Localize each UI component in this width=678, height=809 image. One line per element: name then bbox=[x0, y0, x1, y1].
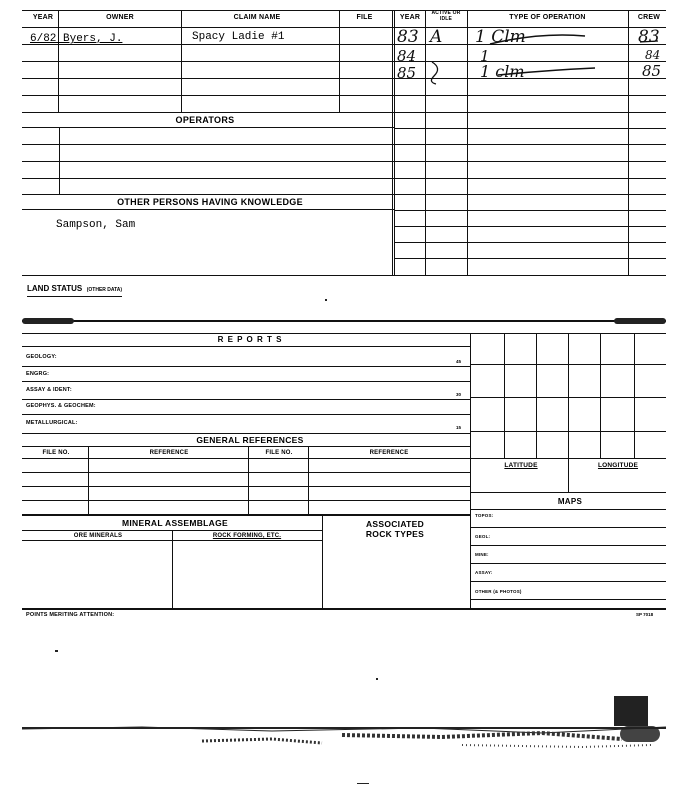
ore-minerals-label: ORE MINERALS bbox=[73, 533, 123, 539]
land-status-label: LAND STATUS bbox=[27, 284, 83, 293]
activity-operation-85: 1 clm bbox=[480, 62, 525, 81]
claim-year-owner: 6/82 Byers, J. bbox=[30, 33, 123, 45]
maps-mine: MINE: bbox=[475, 552, 489, 557]
header-owner: OWNER bbox=[106, 14, 134, 21]
associated-rock-types-line2: ROCK TYPES bbox=[365, 529, 425, 539]
report-geophys-label: GEOPHYS. & GEOCHEM: bbox=[26, 403, 96, 409]
report-metallurgical-label: METALLURGICAL: bbox=[26, 420, 78, 426]
header-year: YEAR bbox=[32, 14, 54, 21]
operators-label: OPERATORS bbox=[175, 115, 235, 125]
separator-band bbox=[22, 320, 666, 324]
activity-operation-83: 1 Clm bbox=[475, 27, 526, 47]
activity-year-84: 84 bbox=[397, 47, 417, 65]
report-geology-num: 45 bbox=[456, 359, 462, 364]
report-assay-num: 30 bbox=[456, 392, 462, 397]
longitude-label: LONGITUDE bbox=[597, 462, 639, 469]
header-file: FILE bbox=[356, 14, 373, 21]
activity-year-83: 83 bbox=[397, 27, 419, 47]
header-type-of-operation: TYPE OF OPERATION bbox=[509, 14, 586, 21]
latitude-label: LATITUDE bbox=[504, 462, 538, 469]
other-person-name: Sampson, Sam bbox=[56, 219, 136, 231]
rock-forming-label: ROCK FORMING, ETC. bbox=[212, 533, 282, 539]
claim-name: Spacy Ladie #1 bbox=[192, 31, 285, 43]
scan-black-square bbox=[614, 696, 648, 726]
reports-title: R E P O R T S bbox=[217, 335, 283, 344]
header-crew: CREW bbox=[637, 14, 661, 21]
header-activity-year: YEAR bbox=[399, 14, 421, 21]
maps-assay: ASSAY: bbox=[475, 570, 493, 575]
activity-crew-85: 85 bbox=[642, 62, 662, 80]
header-claim-name: CLAIM NAME bbox=[233, 14, 281, 21]
report-engrg-label: ENGRG: bbox=[26, 371, 50, 377]
points-meriting-attention: POINTS MERITING ATTENTION: bbox=[26, 612, 115, 618]
maps-other: OTHER (& PHOTOS) bbox=[475, 589, 522, 594]
report-metallurgical-num: 15 bbox=[456, 425, 462, 430]
genref-file-no-2: FILE NO. bbox=[265, 450, 293, 456]
genref-file-no-1: FILE NO. bbox=[42, 450, 70, 456]
report-geology-label: GEOLOGY: bbox=[26, 354, 57, 360]
activity-year-85: 85 bbox=[397, 64, 417, 82]
land-status bbox=[27, 278, 122, 297]
genref-reference-2: REFERENCE bbox=[369, 450, 409, 456]
activity-operation-84: 1 bbox=[480, 47, 490, 65]
activity-crew-83: 83 bbox=[638, 27, 660, 47]
general-references-title: GENERAL REFERENCES bbox=[196, 435, 304, 445]
form-number: SP 7018 bbox=[636, 612, 654, 617]
handwriting-strokes bbox=[390, 26, 670, 86]
report-assay-label: ASSAY & IDENT: bbox=[26, 387, 72, 393]
scan-noise-band-overlay bbox=[22, 715, 666, 765]
maps-title: MAPS bbox=[557, 497, 583, 506]
other-persons-label: OTHER PERSONS HAVING KNOWLEDGE bbox=[117, 197, 303, 207]
header-active-idle: ACTIVE OR IDLE bbox=[431, 10, 461, 22]
land-status-sub: (OTHER DATA) bbox=[86, 287, 123, 293]
maps-topos: TOPOS: bbox=[475, 513, 494, 518]
maps-geol: GEOL: bbox=[475, 534, 491, 539]
activity-active-83: A bbox=[430, 27, 443, 47]
mineral-assemblage-title: MINERAL ASSEMBLAGE bbox=[122, 518, 228, 528]
associated-rock-types-line1: ASSOCIATED bbox=[365, 519, 425, 529]
activity-crew-84: 84 bbox=[645, 48, 661, 62]
genref-reference-1: REFERENCE bbox=[149, 450, 189, 456]
